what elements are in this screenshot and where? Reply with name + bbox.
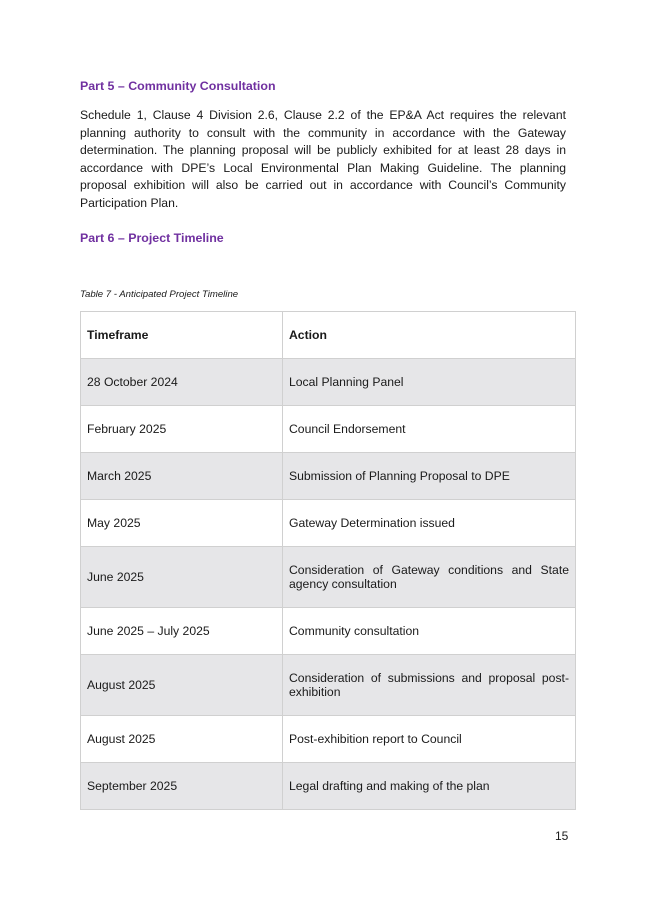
timeframe-cell: June 2025 – July 2025 bbox=[81, 608, 283, 655]
part5-body: Schedule 1, Clause 4 Division 2.6, Clause 2.2 of the EP&A Act requires the relevant planning authority to consult with the community in accordance with the Gateway determination. The planning proposal will be publicly exhibited for at least 28 days in accordance with DPE’s Local Environmental Plan Making Guideline. The planning proposal exhibition will also be carried out in accordance with Council’s Community Participation Plan. bbox=[80, 108, 566, 210]
table-row bbox=[81, 453, 576, 500]
table-row bbox=[81, 655, 576, 716]
action-cell: Legal drafting and making of the plan bbox=[283, 763, 576, 810]
table-row bbox=[81, 406, 576, 453]
action-cell: Community consultation bbox=[283, 608, 576, 655]
table-row bbox=[81, 359, 576, 406]
timeframe-cell: September 2025 bbox=[81, 763, 283, 810]
action-cell: Local Planning Panel bbox=[283, 359, 576, 406]
header-action: Action bbox=[283, 312, 576, 359]
timeframe-cell: February 2025 bbox=[81, 406, 283, 453]
header-timeframe: Timeframe bbox=[81, 312, 283, 359]
action-cell: Consideration of submissions and proposal post-exhibition bbox=[283, 655, 576, 716]
action-cell: Gateway Determination issued bbox=[283, 500, 576, 547]
table-row bbox=[81, 500, 576, 547]
table-row bbox=[81, 716, 576, 763]
action-cell: Council Endorsement bbox=[283, 406, 576, 453]
timeframe-cell: August 2025 bbox=[81, 716, 283, 763]
action-cell: Submission of Planning Proposal to DPE bbox=[283, 453, 576, 500]
timeframe-cell: June 2025 bbox=[81, 547, 283, 608]
timeframe-cell: March 2025 bbox=[81, 453, 283, 500]
timeframe-cell: August 2025 bbox=[81, 655, 283, 716]
timeframe-cell: 28 October 2024 bbox=[81, 359, 283, 406]
project-timeline-table bbox=[80, 311, 576, 810]
table-row bbox=[81, 608, 576, 655]
action-cell: Post-exhibition report to Council bbox=[283, 716, 576, 763]
part5-heading: Part 5 – Community Consultation bbox=[80, 79, 276, 93]
table-row bbox=[81, 763, 576, 810]
table-caption: Table 7 - Anticipated Project Timeline bbox=[80, 289, 239, 300]
action-cell: Consideration of Gateway conditions and State agency consultation bbox=[283, 547, 576, 608]
part6-heading: Part 6 – Project Timeline bbox=[80, 231, 224, 245]
table-row bbox=[81, 547, 576, 608]
table-header-row bbox=[81, 312, 576, 359]
timeframe-cell: May 2025 bbox=[81, 500, 283, 547]
page-number: 15 bbox=[555, 829, 569, 843]
